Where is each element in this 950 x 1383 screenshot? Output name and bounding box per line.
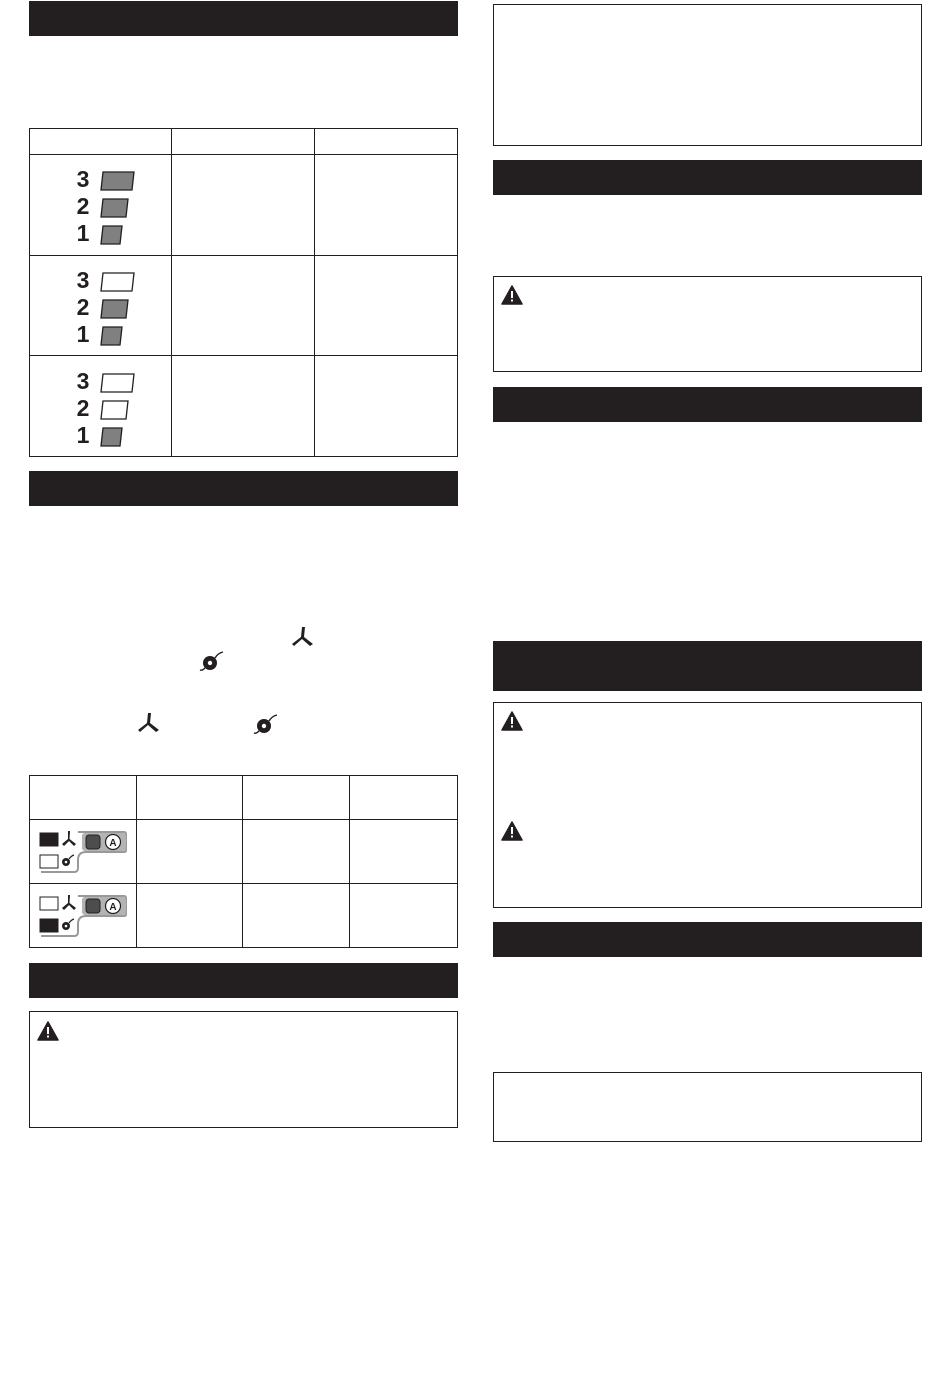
- svg-text:A: A: [109, 838, 117, 849]
- section-heading-bar: [493, 387, 922, 422]
- svg-text:A: A: [109, 902, 117, 913]
- battery-lamp-icon: [100, 170, 136, 250]
- level-number-3: 3: [76, 267, 90, 293]
- battery-level-row-2: [70, 267, 150, 349]
- note-box: [493, 4, 922, 146]
- warning-triangle-icon: [501, 711, 523, 731]
- blade-icon: [62, 831, 76, 846]
- warning-triangle-icon: [501, 821, 523, 841]
- blade-icon: [137, 712, 161, 734]
- nylon-cutting-head-icon: [199, 650, 225, 672]
- battery-lamp-icon: [100, 372, 136, 452]
- nylon-cutting-head-icon: [253, 713, 279, 735]
- section-heading-bar-double: [493, 641, 922, 691]
- level-number-2: 2: [76, 193, 90, 219]
- warning-triangle-icon: [501, 285, 523, 305]
- battery-lamp-icon: [100, 271, 136, 351]
- level-number-2: 2: [76, 294, 90, 320]
- level-number-2: 2: [76, 395, 90, 421]
- battery-level-row-1: [70, 166, 150, 248]
- blade-icon: [291, 626, 315, 648]
- level-number-1: 1: [76, 220, 90, 246]
- section-heading-bar: [493, 160, 922, 195]
- section-heading-bar: [29, 1, 458, 36]
- level-number-1: 1: [76, 422, 90, 448]
- section-heading-bar: [29, 471, 458, 506]
- battery-level-row-3: [70, 368, 150, 450]
- level-number-3: 3: [76, 368, 90, 394]
- section-heading-bar: [493, 922, 922, 957]
- level-number-3: 3: [76, 166, 90, 192]
- warning-triangle-icon: [37, 1021, 59, 1041]
- mode-panel-blade-selected: [38, 828, 128, 874]
- note-box: [493, 1072, 922, 1142]
- warning-box: [493, 276, 922, 372]
- warning-box: [29, 1011, 458, 1128]
- level-number-1: 1: [76, 321, 90, 347]
- mode-panel-line-selected: [38, 892, 128, 938]
- warning-box: [493, 702, 922, 908]
- section-heading-bar: [29, 963, 458, 998]
